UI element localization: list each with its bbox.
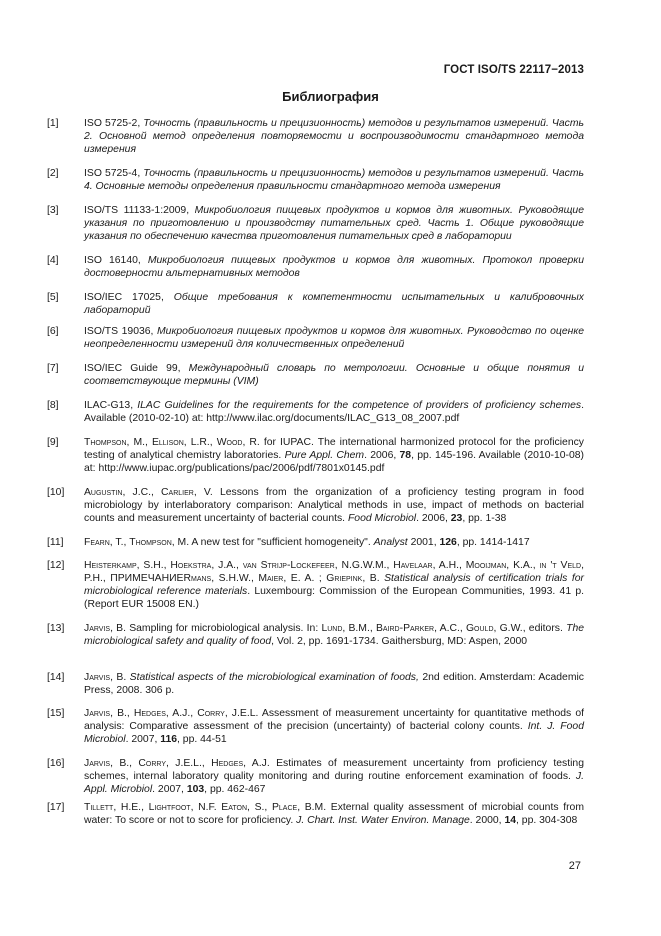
volume-number: 78 bbox=[399, 450, 412, 461]
reference-number: [4] bbox=[47, 255, 59, 266]
reference-text bbox=[84, 325, 584, 351]
reference-number: [15] bbox=[47, 708, 65, 719]
author-name: Place bbox=[271, 802, 298, 813]
reference-text bbox=[84, 436, 584, 475]
reference-segment: . Luxembourg: Commission of the European Communities, 1993. 41 p. (Report EUR 15008 EN.) bbox=[84, 586, 584, 610]
reference-segment: , V. Lessons from the organization of a proficiency testing program in food microbiology by interlaboratory comparison: Analytical methods in use, impact of methods on bacterial counts and measurement uncertainty of bacterial counts. bbox=[84, 487, 584, 524]
reference-text bbox=[84, 536, 584, 549]
author-name: Maier bbox=[258, 573, 284, 584]
author-name: Heisterkamp bbox=[84, 560, 137, 571]
reference-segment: , pp. 145-196. Available (2010-10-08) at: http://www.iupac.org/publications/pac/2006/pdf/7801x0145.pdf bbox=[84, 450, 584, 474]
reference-segment: , pp. 1414-1417 bbox=[456, 537, 530, 548]
author-name: Baird-Parker bbox=[375, 623, 435, 634]
reference-segment: , K.A., bbox=[506, 560, 540, 571]
reference-segment: , H.E., bbox=[113, 802, 149, 813]
reference-segment: . Available (2010-02-10) at: http://www.ilac.org/documents/ILAC_G13_08_2007.pdf bbox=[84, 400, 584, 424]
reference-segment: . 2006, bbox=[416, 513, 451, 524]
reference-text bbox=[84, 399, 584, 425]
author-name: Hedges bbox=[133, 708, 166, 719]
volume-number: 116 bbox=[160, 734, 178, 745]
author-name: Lightfoot bbox=[148, 802, 191, 813]
author-name: Thompson bbox=[129, 537, 172, 548]
reference-segment: 2001, bbox=[407, 537, 440, 548]
author-name: Augustin bbox=[84, 487, 123, 498]
author-name: Mooijman bbox=[465, 560, 507, 571]
author-name: Rmans bbox=[183, 573, 212, 584]
reference-segment: , S., bbox=[247, 802, 272, 813]
work-title: Statistical analysis of certification trials for microbiological reference materials bbox=[84, 573, 584, 597]
author-name: Havelaar bbox=[393, 560, 433, 571]
work-title: Food Microbiol bbox=[347, 513, 417, 524]
author-name: Corry bbox=[138, 758, 167, 769]
reference-segment: , pp. 1-38 bbox=[462, 513, 507, 524]
reference-segment: ISO 16140, bbox=[84, 255, 148, 266]
work-title: J. Appl. Microbiol bbox=[84, 771, 584, 795]
volume-number: 14 bbox=[504, 815, 517, 826]
author-name: Jarvis bbox=[84, 672, 111, 683]
author-name: van Strijp-Lockefeer bbox=[242, 560, 335, 571]
author-name: Fearn bbox=[84, 537, 110, 548]
author-name: Jarvis bbox=[84, 758, 111, 769]
author-name: Jarvis bbox=[84, 708, 111, 719]
reference-text bbox=[84, 622, 584, 648]
reference-number: [2] bbox=[47, 168, 59, 179]
author-name: Thompson bbox=[84, 437, 127, 448]
reference-segment: , M. A new test for "sufficient homogeneity". bbox=[171, 537, 374, 548]
reference-segment: ISO/TS 11133-1:2009, bbox=[84, 205, 195, 216]
work-title: J. Chart. Inst. Water Environ. Manage bbox=[296, 815, 470, 826]
work-title: Международный словарь по метрологии. Основные и общие понятия и соответствующие термины (VIM) bbox=[84, 363, 584, 387]
reference-segment: , A.J. Estimates of measurement uncertainty from proficiency testing schemes, internal laboratory quality monitoring and during routine enforcement examination of foods. bbox=[84, 758, 584, 782]
reference-segment: . 2006, bbox=[364, 450, 400, 461]
author-name: Tillett bbox=[84, 802, 114, 813]
reference-number: [14] bbox=[47, 672, 65, 683]
reference-segment: ISO/IEC 17025, bbox=[84, 292, 174, 303]
reference-text bbox=[84, 254, 584, 280]
reference-segment: , B.M. External quality assessment of microbial counts from water: To score or not to score for proficiency. bbox=[84, 802, 584, 826]
reference-segment: , J.A., bbox=[211, 560, 243, 571]
reference-segment: , pp. 462-467 bbox=[204, 784, 266, 795]
work-title: Int. J. Food Microbiol bbox=[84, 721, 584, 745]
reference-segment: ISO 5725-2, bbox=[84, 118, 144, 129]
work-title: Analyst bbox=[373, 537, 408, 548]
author-name: Carlier bbox=[161, 487, 194, 498]
reference-segment: ISO/TS 19036, bbox=[84, 326, 158, 337]
work-title: Statistical aspects of the microbiological examination of foods, bbox=[129, 672, 419, 683]
reference-text bbox=[84, 204, 584, 243]
reference-text bbox=[84, 486, 584, 525]
reference-segment: , pp. 304-308 bbox=[516, 815, 578, 826]
reference-text bbox=[84, 291, 584, 317]
work-title: Общие требования к компетентности испытательных и калибровочных лабораторий bbox=[84, 292, 584, 316]
volume-number: 126 bbox=[439, 537, 457, 548]
reference-number: [11] bbox=[47, 537, 64, 548]
work-title: ILAC Guidelines for the requirements for the competence of providers of proficiency schemes bbox=[137, 400, 582, 411]
reference-segment: , L.R., bbox=[183, 437, 217, 448]
reference-segment: , B. Sampling for microbiological analysis. In: bbox=[110, 623, 322, 634]
author-name: Gould bbox=[465, 623, 494, 634]
reference-segment: , N.F. bbox=[190, 802, 222, 813]
reference-segment: , S.H., bbox=[136, 560, 171, 571]
work-title: Микробиология пищевых продуктов и кормов для животных. Руководящие указания по приготовлению и производству питательных сред. Часть 1. Общие руководящие указания по обеспечению качества приготовления питательных сред в лаборатории bbox=[84, 205, 584, 242]
reference-number: [8] bbox=[47, 400, 59, 411]
reference-segment: , R. for IUPAC. The international harmonized protocol for the proficiency testing of analytical chemistry laboratories. bbox=[84, 437, 584, 461]
reference-number: [10] bbox=[47, 487, 65, 498]
reference-number: [5] bbox=[47, 292, 59, 303]
reference-text bbox=[84, 559, 584, 611]
reference-text bbox=[84, 167, 584, 193]
standard-designation: ГОСТ ISO/TS 22117−2013 bbox=[443, 64, 584, 76]
author-name: Eaton bbox=[221, 802, 248, 813]
author-name: Lund bbox=[321, 623, 343, 634]
reference-segment: . 2000, bbox=[469, 815, 505, 826]
author-name: Hedges bbox=[211, 758, 244, 769]
reference-text bbox=[84, 362, 584, 388]
volume-number: 103 bbox=[186, 784, 205, 795]
reference-segment: ILAC-G13, bbox=[84, 400, 138, 411]
reference-segment: , A.J., bbox=[165, 708, 198, 719]
reference-number: [17] bbox=[47, 802, 65, 813]
reference-segment: , T., bbox=[109, 537, 130, 548]
page-title: Библиография bbox=[282, 89, 379, 104]
reference-segment: , J.E.L., bbox=[166, 758, 212, 769]
reference-text bbox=[84, 801, 584, 827]
reference-segment: , N.G.W.M., bbox=[334, 560, 394, 571]
author-name: Jarvis bbox=[84, 623, 111, 634]
reference-number: [16] bbox=[47, 758, 65, 769]
reference-segment: , J.E.L. Assessment of measurement uncertainty for quantitative methods of analysis: Comparative assessment of the precision (uncertainty) of bacterial colony counts. bbox=[84, 708, 584, 732]
work-title: Pure Appl. Chem bbox=[284, 450, 365, 461]
reference-number: [13] bbox=[47, 623, 65, 634]
reference-number: [7] bbox=[47, 363, 59, 374]
reference-segment: , B. bbox=[362, 573, 385, 584]
reference-number: [3] bbox=[47, 205, 59, 216]
reference-text bbox=[84, 671, 584, 697]
reference-segment: , Vol. 2, pp. 1691-1734. Gaithersburg, MD: Aspen, 2000 bbox=[271, 636, 528, 647]
author-name: Wood bbox=[216, 437, 243, 448]
reference-segment: , S.H.W., bbox=[211, 573, 259, 584]
reference-number: [12] bbox=[47, 560, 65, 571]
reference-segment: , B., bbox=[110, 708, 134, 719]
reference-text bbox=[84, 707, 584, 746]
reference-segment: , pp. 44-51 bbox=[177, 734, 227, 745]
author-name: Hoekstra bbox=[170, 560, 212, 571]
reference-segment: . 2007, bbox=[152, 784, 187, 795]
reference-text bbox=[84, 757, 584, 796]
work-title: Микробиология пищевых продуктов и кормов для животных. Руководство по оценке неопределенности измерений для количественных определений bbox=[84, 326, 585, 350]
volume-number: 23 bbox=[450, 513, 463, 524]
reference-segment: , G.W., editors. bbox=[493, 623, 567, 634]
reference-segment: , J.C., bbox=[122, 487, 162, 498]
reference-segment: , P.H., ПРИМЕЧАНИЕ bbox=[84, 560, 584, 584]
author-name: Griepink bbox=[326, 573, 363, 584]
work-title: Микробиология пищевых продуктов и кормов для животных. Протокол проверки достоверности альтернативных методов bbox=[84, 255, 584, 279]
reference-segment: ISO 5725-4, bbox=[84, 168, 144, 179]
reference-number: [6] bbox=[47, 326, 59, 337]
reference-segment: 2nd edition. Amsterdam: Academic Press, 2008. 306 p. bbox=[84, 672, 584, 696]
reference-segment: , A.C., bbox=[434, 623, 466, 634]
author-name: Ellison bbox=[151, 437, 184, 448]
reference-segment: , B. bbox=[110, 672, 130, 683]
reference-segment: . 2007, bbox=[125, 734, 161, 745]
reference-segment: , A.H., bbox=[432, 560, 466, 571]
reference-number: [1] bbox=[47, 118, 59, 129]
work-title: The microbiological safety and quality of food bbox=[84, 623, 584, 647]
author-name: in 't Veld bbox=[539, 560, 582, 571]
reference-number: [9] bbox=[47, 437, 59, 448]
reference-segment: ISO/IEC Guide 99, bbox=[84, 363, 189, 374]
page-number: 27 bbox=[568, 860, 581, 872]
reference-segment: , B.M., bbox=[342, 623, 376, 634]
author-name: Corry bbox=[197, 708, 225, 719]
reference-segment: , B., bbox=[110, 758, 139, 769]
work-title: Точность (правильность и прецизионность) методов и результатов измерений. Часть 2. Основной метод определения повторяемости и воспроизводимости стандартного метода измерения bbox=[84, 118, 584, 155]
work-title: Точность (правильность и прецизионность) методов и результатов измерений. Часть 4. Основные методы определения правильности стандартного метода измерения bbox=[84, 168, 584, 192]
reference-text bbox=[84, 117, 584, 156]
reference-segment: , E. A. ; bbox=[283, 573, 327, 584]
reference-segment: , M., bbox=[126, 437, 152, 448]
